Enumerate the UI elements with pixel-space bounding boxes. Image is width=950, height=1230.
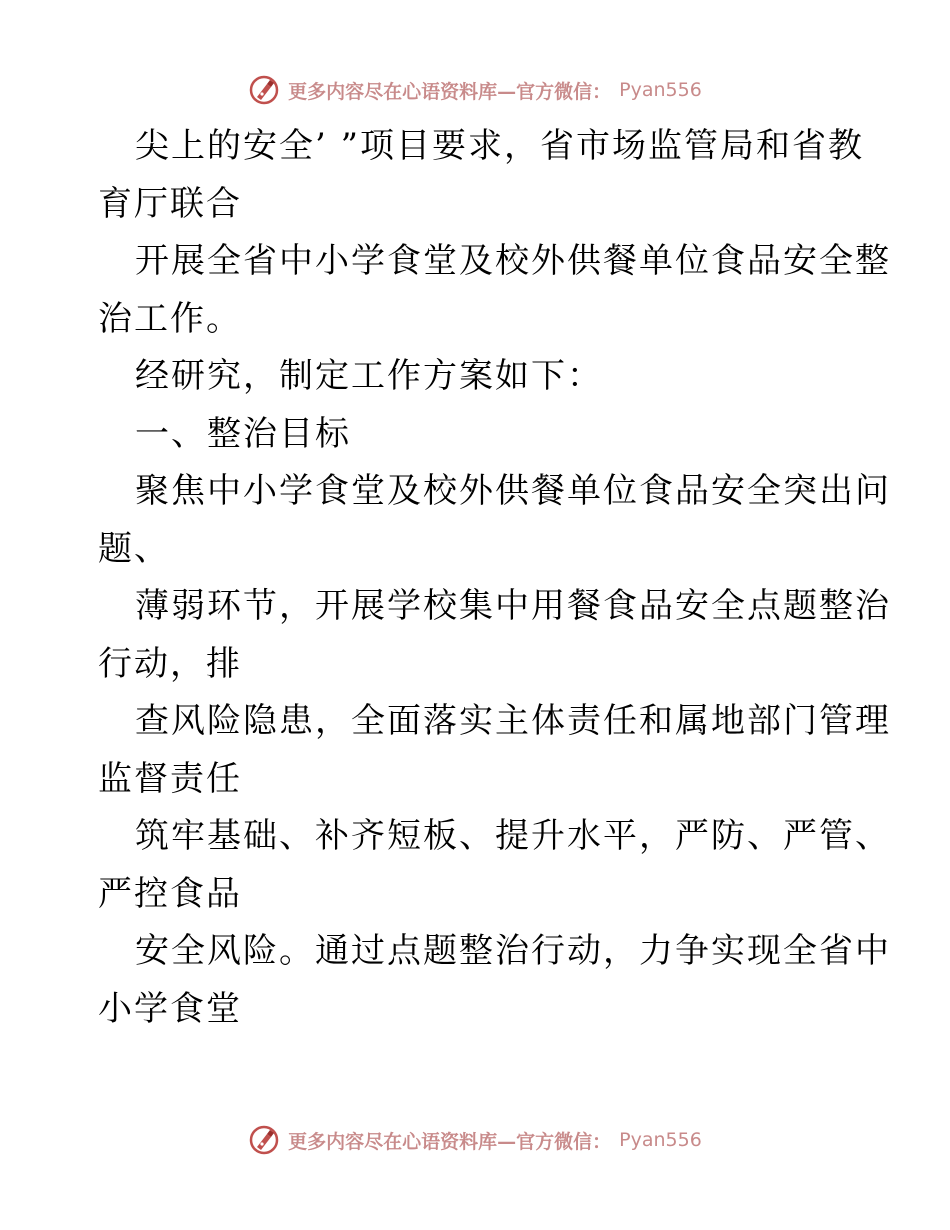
paragraph-continuation: 小学食堂	[98, 988, 242, 1029]
footer-watermark	[0, 1120, 950, 1160]
paragraph	[98, 808, 891, 923]
paragraph-line: 查风险隐患，全面落实主体责任和属地部门管理	[135, 701, 891, 741]
paragraph-continuation: 监督责任	[98, 758, 242, 799]
paragraph-line: 开展全省中小学食堂及校外供餐单位食品安全整	[135, 241, 891, 281]
watermark-contact: Pyan556	[619, 1129, 702, 1151]
paragraph-line: 尖上的安全’ ”项目要求，省市场监管局和省教	[135, 126, 864, 166]
watermark-text: 更多内容尽在心语资料库—官方微信：	[288, 1130, 612, 1153]
heading-text: 一、整治目标	[135, 413, 351, 454]
watermark-contact: Pyan556	[619, 79, 702, 101]
paragraph	[98, 578, 891, 693]
paragraph	[98, 693, 891, 808]
pen-nib-logo-icon	[248, 1124, 280, 1156]
pen-nib-logo-icon	[248, 74, 280, 106]
paragraph	[98, 118, 864, 233]
paragraph-line: 经研究，制定工作方案如下：	[135, 356, 603, 396]
paragraph	[98, 348, 858, 406]
paragraph-line: 薄弱环节，开展学校集中用餐食品安全点题整治	[135, 586, 891, 626]
paragraph-continuation: 育厅联合	[98, 183, 242, 224]
section-heading	[98, 406, 858, 464]
paragraph-continuation: 严控食品	[98, 873, 242, 914]
paragraph	[98, 233, 891, 348]
document-body	[98, 118, 891, 1038]
paragraph-line: 聚焦中小学食堂及校外供餐单位食品安全突出问	[135, 471, 891, 511]
paragraph-continuation: 题、	[98, 528, 170, 569]
paragraph-continuation: 行动，排	[98, 643, 242, 684]
paragraph-continuation: 治工作。	[98, 298, 242, 339]
paragraph	[98, 463, 891, 578]
header-watermark	[0, 70, 950, 110]
paragraph-line: 安全风险。通过点题整治行动，力争实现全省中	[135, 931, 891, 971]
watermark-text: 更多内容尽在心语资料库—官方微信：	[288, 80, 612, 103]
paragraph-line: 筑牢基础、补齐短板、提升水平，严防、严管、	[135, 816, 891, 856]
paragraph	[98, 923, 891, 1038]
